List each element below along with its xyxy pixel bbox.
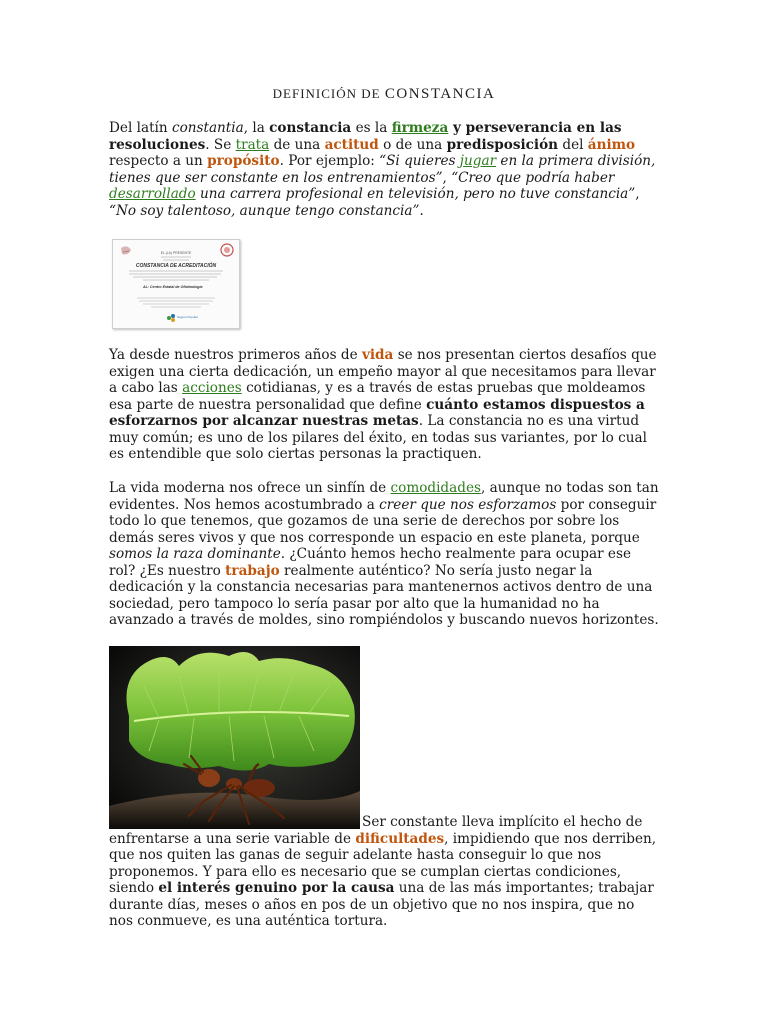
link-desarrollado[interactable]: desarrollado: [109, 186, 196, 202]
paragraph-definition: [109, 120, 661, 219]
leaf-icon: [127, 652, 355, 771]
keyword-constancia: constancia: [269, 120, 352, 136]
text: ,: [442, 169, 452, 186]
leafcutter-ant-image: [109, 646, 360, 829]
paragraph-challenges: [109, 347, 661, 463]
keyword-vida: vida: [361, 347, 394, 363]
keyword-actitud: actitud: [324, 136, 379, 153]
text: La vida moderna nos ofrece un sinfín de: [109, 480, 391, 496]
italic-phrase: creer que nos esforzamos: [379, 496, 557, 513]
text: .: [419, 202, 424, 219]
example-quote: “Creo que podría haber: [451, 169, 615, 186]
paragraph-modern-life: [109, 480, 661, 629]
certificate-recipient: AL: Centro Estatal de Oftalmología: [143, 285, 203, 289]
text: Ya desde nuestros primeros años de: [109, 347, 362, 363]
text: . ¿Cuánto hemos hecho realmente para ocupar ese rol? ¿Es nuestro: [109, 546, 631, 579]
example-quote: una carrera profesional en televisión, pero no tuve constancia”: [195, 186, 636, 202]
text: Ser constante lleva implícito el hecho de enfrentarse a una serie variable de: [109, 814, 643, 847]
text: se nos presentan ciertos desafíos que exigen una cierta dedicación, un empeño mayor al que necesitamos para llevar a cabo las: [109, 347, 657, 396]
keyword-animo: ánimo: [587, 136, 636, 153]
text: . Se: [205, 136, 236, 153]
page-title: [0, 86, 768, 103]
text: es la: [351, 120, 392, 136]
italic-phrase: somos la raza dominante: [109, 546, 281, 562]
link-acciones[interactable]: acciones: [182, 380, 242, 396]
text: o de una: [378, 136, 447, 153]
text: , impidiendo que nos derriben, que nos quiten las ganas de seguir adelante hasta conseguir lo que nos proponemos. Y para ello es necesario que se cumplan ciertas condiciones, siendo: [109, 830, 657, 896]
keyword-interes-genuino: el interés genuino por la causa: [158, 880, 395, 896]
text: cotidianas, y es a través de estas pruebas que moldeamos esa parte de nuestra personalidad que define: [109, 380, 646, 413]
keyword-esfuerzo: cuánto estamos dispuestos a esforzarnos por alcanzar nuestras metas: [109, 396, 645, 429]
text: respecto a un: [109, 153, 208, 169]
text: . Por ejemplo:: [279, 153, 380, 169]
certificate-heading: CONSTANCIA DE ACREDITACIÓN: [135, 263, 217, 269]
example-quote: “Si quieres: [379, 153, 460, 169]
keyword-perseverancia: y perseverancia en las resoluciones: [109, 120, 622, 153]
text: una de las más importantes; trabajar durante días, meses o años en pos de un objetivo que no nos inspira, que no nos conmueve, es una auténtica tortura.: [109, 880, 654, 929]
certificate-footer-logo: Seguro Popular: [177, 315, 198, 319]
text: realmente auténtico? No sería justo negar la dedicación y la constancia necesarias para mantenernos activos dentro de una sociedad, pero tampoco lo sería pasar por alto que la humanidad no ha avanzado a través de moldes, sino rompiéndolos y buscando nuevos horizontes.: [109, 562, 659, 628]
text: del: [558, 136, 588, 153]
latin-word: constantia: [171, 120, 244, 136]
text: de una: [269, 136, 325, 153]
certificate-name-line: EL (LA) PRESENTE: [160, 251, 192, 255]
text: , la: [243, 120, 270, 136]
keyword-predisposicion: predisposición: [446, 136, 559, 153]
certificate-graphic: [113, 240, 239, 328]
keyword-proposito: propósito: [207, 153, 280, 169]
link-comodidades[interactable]: comodidades: [390, 480, 481, 496]
example-quote: “No soy talentoso, aunque tengo constancia”: [109, 202, 420, 219]
text: . La constancia no es una virtud muy común; es uno de los pilares del éxito, en todas sus variantes, por lo cual es entendible que solo ciertas personas la practiquen.: [109, 413, 647, 462]
paragraph-difficulties: [109, 814, 661, 930]
certificate-image: [112, 239, 240, 329]
keyword-dificultades: dificultades: [355, 830, 445, 847]
text: , aunque no todas son tan evidentes. Nos hemos acostumbrado a: [109, 480, 659, 513]
link-trata[interactable]: trata: [235, 136, 270, 153]
example-quote: en la primera división, tienes que ser constante en los entrenamientos”: [109, 153, 656, 186]
text: Del latín: [109, 120, 172, 136]
link-firmeza[interactable]: firmeza: [391, 120, 449, 136]
title-word: CONSTANCIA: [384, 86, 496, 102]
ant-photo: [109, 646, 360, 829]
text: ,: [635, 186, 640, 202]
text: por conseguir todo lo que tenemos, que gozamos de una serie de derechos por sobre los demás seres vivos y que nos corresponde un espacio en este planeta, porque: [109, 496, 657, 546]
keyword-trabajo: trabajo: [225, 562, 280, 579]
link-jugar[interactable]: jugar: [459, 153, 497, 169]
title-prefix: DEFINICIÓN DE: [272, 86, 381, 101]
